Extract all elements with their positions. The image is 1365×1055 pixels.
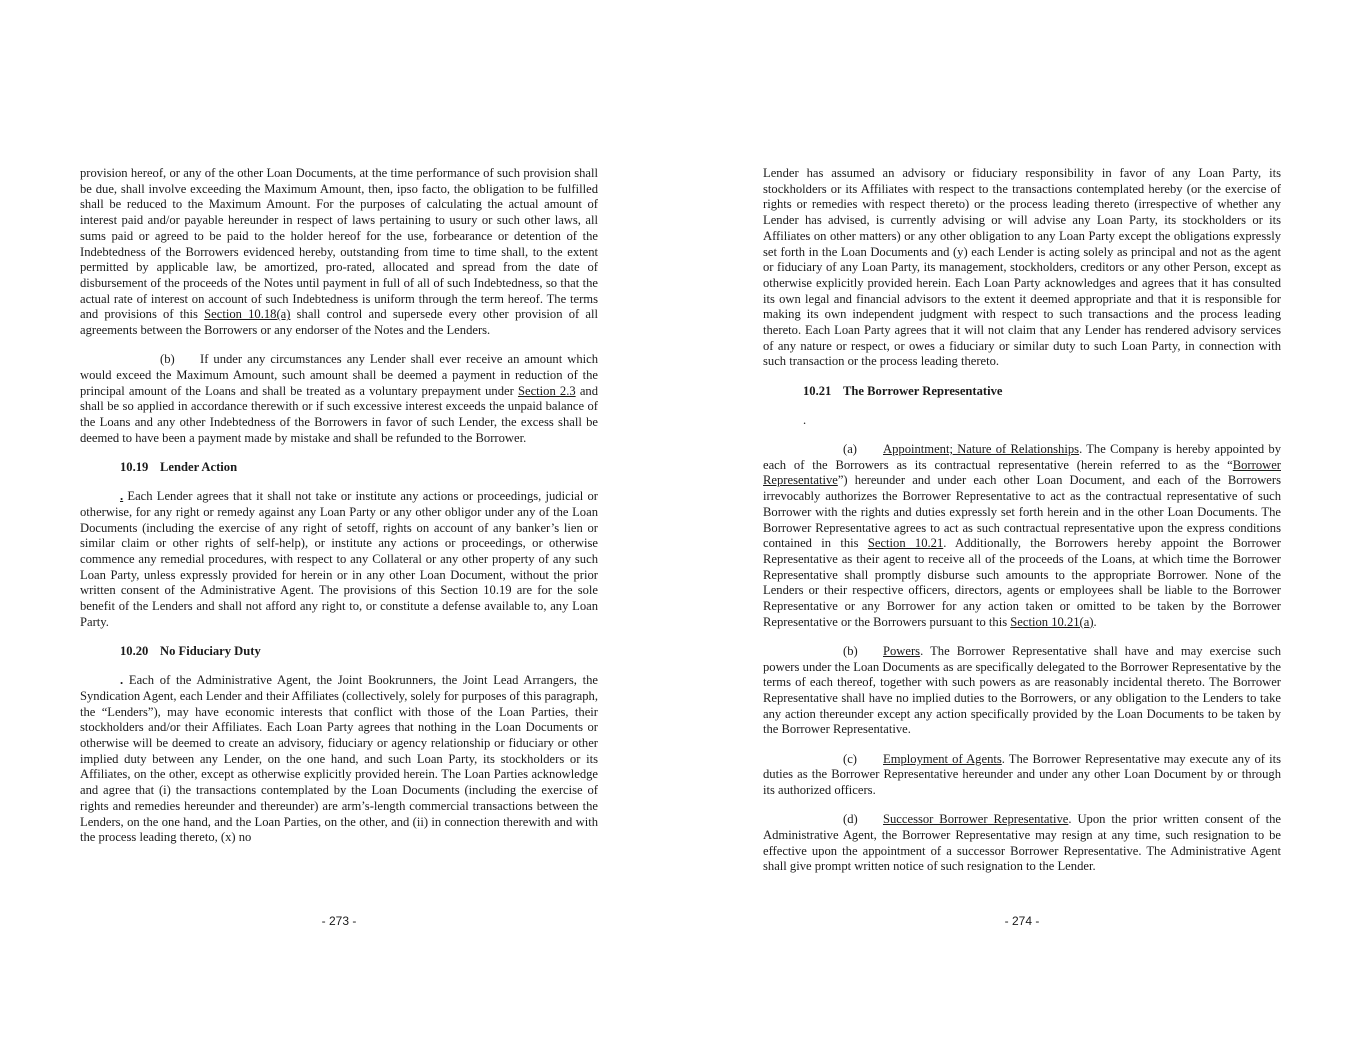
paragraph-no-fiduciary-duty: . Each of the Administrative Agent, the Joint Bookrunners, the Joint Lead Arrangers, the Syndication Agent, each Lender and their Affiliates (collectively, solely for purposes of this paragraph, the “Lenders”), may have economic interests that conflict with those of the Loan Parties, their stockholders and/or their Affiliates. Each Loan Party agrees that nothing in the Loan Documents or otherwise will be deemed to create an advisory, fiduciary or agency relationship or fiduciary or other implied duty between any Lender, on the one hand, and such Loan Party, its stockholders or its Affiliates, on the other, except as otherwise explicitly provided herein. The Loan Parties acknowledge and agree that (i) the transactions contemplated by the Loan Documents (including the exercise of rights and remedies hereunder and thereunder) are arm’s-length commercial transactions between the Lenders, on the one hand, and the Loan Parties, on the other, and (ii) in connection therewith and with the process leading thereto, (x) no [80,673,598,845]
section-reference-link: Section 2.3 [517,383,576,398]
subsection-title: Employment of Agents [883,751,1002,766]
paragraph-usury-continuation: provision hereof, or any of the other Loan Documents, at the time performance of such provision shall be due, shall involve exceeding the Maximum Amount, then, ipso facto, the obligation to be fulfilled shall be reduced to the Maximum Amount. For the purposes of calculating the actual amount of interest paid and/or payable hereunder in respect of laws pertaining to usury or such other laws, all sums paid or agreed to be paid to the holder hereof for the use, forbearance or detention of the Indebtedness of the Borrowers evidenced hereby, outstanding from time to time shall, to the extent permitted by applicable law, be amortized, pro-rated, allocated and spread from the date of disbursement of the proceeds of the Notes until payment in full of all of such Indebtedness, so that the actual rate of interest on account of such Indebtedness is uniform through the term hereof. The terms and provisions of this Section 10.18(a) shall control and supersede every other provision of all agreements between the Borrowers or any endorser of the Notes and the Lenders. [80,166,598,338]
page-number-right: - 274 - [1004,914,1040,928]
section-heading-10-19: 10.19 Lender Action [120,459,238,474]
paragraph-d-successor: (d) Successor Borrower Representative. Upon the prior written consent of the Administrative Agent, the Borrower Representative may resign at any time, such resignation to be effective upon the appointment of a successor Borrower Representative. The Administrative Agent shall give prompt written notice of such resignation to the Lender. [763,812,1282,874]
defined-term: Borrower Representative [763,457,1281,488]
section-reference-link: Section 10.21(a) [1010,614,1094,629]
subsection-label: (c) [843,751,857,766]
section-heading-10-21: 10.21 The Borrower Representative [803,383,1003,398]
paragraph-b-excess-interest: (b) If under any circumstances any Lender shall ever receive an amount which would exceed the Maximum Amount, such amount shall be deemed a payment in reduction of the principal amount of the Loans and shall be treated as a voluntary prepayment under Section 2.3 and shall be so applied in accordance therewith or if such excessive interest exceeds the unpaid balance of the Loans and any other Indebtedness of the Borrowers in favor of such Lender, the excess shall be deemed to have been a payment made by mistake and shall be refunded to the Borrower. [80,352,598,445]
section-reference-link: Section 10.21 [867,536,944,551]
subsection-label: (a) [843,442,857,457]
section-heading-10-20: 10.20 No Fiduciary Duty [120,643,261,658]
paragraph-b-powers: (b) Powers. The Borrower Representative shall have and may exercise such powers under the Loan Documents as are specifically delegated to the Borrower Representative by the terms of each thereof, together with such powers as are reasonably incidental thereto. The Borrower Representative shall have no implied duties to the Borrowers, or any obligation to the Lenders to take any action thereunder except any action specifically provided by the Loan Documents to be taken by the Borrower Representative. [763,643,1281,737]
paragraph-lender-action: . Each Lender agrees that it shall not take or institute any actions or proceedings, judicial or otherwise, for any right or remedy against any Loan Party or any other obligor under any of the Loan Documents (including the exercise of any right of setoff, rights on account of any banker’s lien or similar claim or other rights of self-help), or institute any actions or proceedings, or otherwise commence any remedial procedures, with respect to any Collateral or any other property of any such Loan Party, unless expressly provided for herein or in any other Loan Document, without the prior written consent of the Administrative Agent. The provisions of this Section 10.19 are for the sole benefit of the Lenders and shall not afford any right to, or constitute a defense available to, any Loan Party. [80,489,598,629]
subsection-title: Successor Borrower Representative [883,812,1069,827]
paragraph-c-employment-of-agents: (c) Employment of Agents. The Borrower Representative may execute any of its duties as the Borrower Representative hereunder and under any other Loan Document by or through its authorized officers. [763,751,1281,798]
subsection-label: (b) [843,643,858,658]
subsection-title: Appointment; Nature of Relationships [883,442,1080,457]
subsection-label: (b) [160,352,175,367]
page-274 [763,166,1281,889]
paragraph-fiduciary-continuation: Lender has assumed an advisory or fiduciary responsibility in favor of any Loan Party, its stockholders or its Affiliates with respect to the transactions contemplated hereby (or the exercise of rights or remedies with respect thereto) or the process leading thereto (irrespective of whether any Lender has advised, is currently advising or will advise any Loan Party, its stockholders or its Affiliates on other matters) or any other obligation to any Loan Party except the obligations expressly set forth in the Loan Documents and (y) each Lender is acting solely as principal and not as the agent or fiduciary of any Loan Party, its management, stockholders, creditors or any other Person, except as otherwise explicitly provided herein. Each Loan Party acknowledges and agrees that it has consulted its own legal and financial advisors to the extent it deemed appropriate and that it is responsible for making its own independent judgment with respect to such transactions and the process leading thereto. Each Loan Party agrees that it will not claim that any Lender has rendered advisory services of any nature or respect, or owes a fiduciary or similar duty to such Loan Party, in connection with such transaction or the process leading thereto. [763,166,1281,369]
page-number-left: - 273 - [321,914,357,928]
page-273 [80,166,598,859]
paragraph-a-appointment: (a) Appointment; Nature of Relationships. The Company is hereby appointed by each of the Borrowers as its contractual representative (herein referred to as the “Borrower Representative”) hereunder and under each other Loan Document, and each of the Borrowers irrevocably authorizes the Borrower Representative to act as the contractual representative of such Borrower with the rights and duties expressly set forth herein and in the other Loan Documents. The Borrower Representative agrees to act as such contractual representative upon the express conditions contained in this Section 10.21. Additionally, the Borrowers hereby appoint the Borrower Representative as their agent to receive all of the proceeds of the Loans, at which time the Borrower Representative shall promptly disburse such amounts to the appropriate Borrower. None of the Lenders or their respective officers, directors, agents or employees shall be liable to the Borrower Representative or any Borrower for any action taken or omitted to be taken by the Borrower Representative or the Borrowers pursuant to this Section 10.21(a). [763,442,1281,629]
subsection-title: Powers [883,643,921,658]
section-reference-link: Section 10.18(a) [204,307,291,322]
subsection-label: (d) [843,812,858,827]
stray-dot: . [803,412,807,427]
